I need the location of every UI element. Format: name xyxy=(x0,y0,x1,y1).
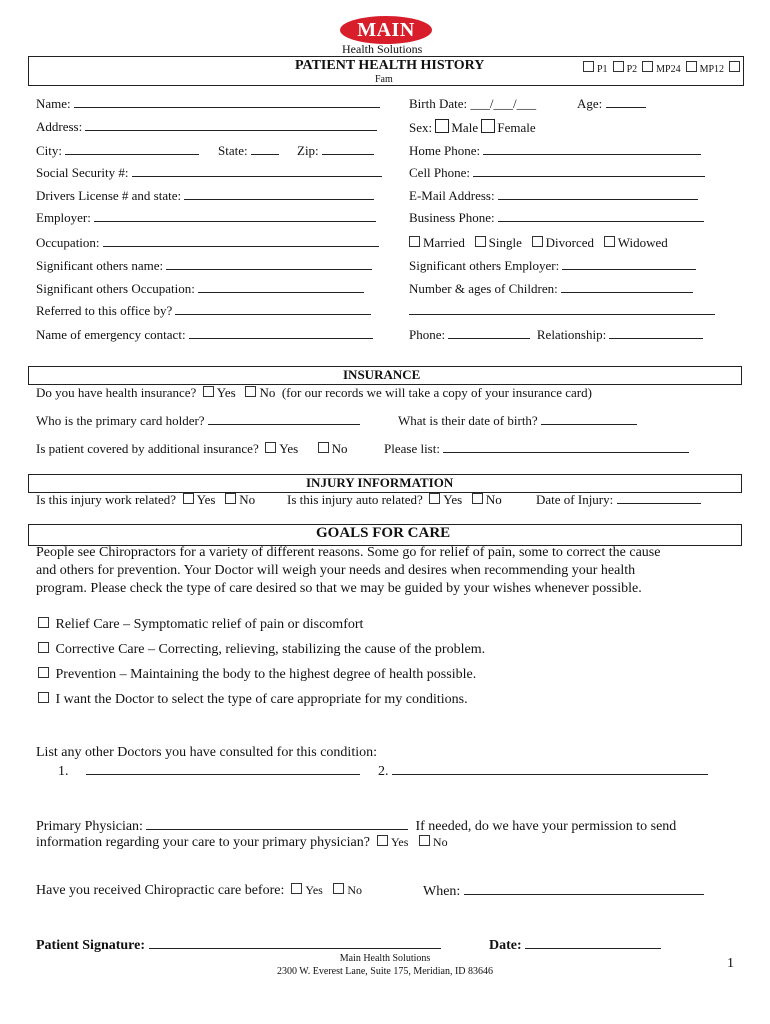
logo-brand: MAIN xyxy=(357,19,415,41)
goals-title: GOALS FOR CARE xyxy=(316,525,451,541)
other-doctors-label: List any other Doctors you have consulted for this condition: xyxy=(36,745,377,760)
cell-phone-field[interactable] xyxy=(473,165,705,177)
goal-option-doctor-select: I want the Doctor to select the type of care appropriate for my conditions. xyxy=(38,692,468,708)
please-list-row: Please list: xyxy=(384,441,689,457)
checkbox-insurance-no[interactable] xyxy=(245,386,256,397)
referred-extra-row xyxy=(409,303,715,319)
goals-intro-line-1: People see Chiropractors for a variety of different reasons. Some go for relief of pain, some to correct the cause xyxy=(36,545,661,560)
goal-option-corrective: Corrective Care – Correcting, relieving, stabilizing the cause of the problem. xyxy=(38,642,485,658)
injury-date-row: Date of Injury: xyxy=(536,492,701,508)
work-related-row: Is this injury work related? Yes No xyxy=(36,492,256,507)
code-checkboxes: P1 P2 MP24 MP12 xyxy=(583,61,743,75)
sig-employer-field[interactable] xyxy=(562,258,696,270)
card-holder-row: Who is the primary card holder? xyxy=(36,413,360,429)
name-row: Name: xyxy=(36,96,380,112)
checkbox-corrective-care[interactable] xyxy=(38,642,49,653)
emergency-row: Name of emergency contact: xyxy=(36,327,373,343)
insurance-title: INSURANCE xyxy=(343,367,421,382)
goal-option-relief: Relief Care – Symptomatic relief of pain or discomfort xyxy=(38,617,363,633)
checkbox-work-yes[interactable] xyxy=(183,493,194,504)
email-row: E-Mail Address: xyxy=(409,188,698,204)
form-title: PATIENT HEALTH HISTORY xyxy=(295,58,485,73)
injury-title: INJURY INFORMATION xyxy=(306,475,454,490)
goal-option-prevention: Prevention – Maintaining the body to the highest degree of health possible. xyxy=(38,667,476,683)
checkbox-relief-care[interactable] xyxy=(38,617,49,628)
birth-date[interactable]: Birth Date: ___/___/___ xyxy=(409,96,537,111)
footer-address: 2300 W. Everest Lane, Suite 175, Meridian, ID 83646 xyxy=(276,966,494,977)
footer-company: Main Health Solutions xyxy=(339,953,431,964)
logo-subtitle: Health Solutions xyxy=(342,42,423,56)
checkbox-male[interactable] xyxy=(435,119,449,133)
business-phone-field[interactable] xyxy=(498,210,704,222)
zip-field[interactable] xyxy=(322,143,374,155)
doctor-2-row: 2. xyxy=(378,763,708,780)
ssn-row: Social Security #: xyxy=(36,165,382,181)
when-row: When: xyxy=(423,883,704,900)
permission-row: information regarding your care to your primary physician? Yes No xyxy=(36,835,448,850)
doctor-2-field[interactable] xyxy=(392,763,708,775)
sig-occupation-field[interactable] xyxy=(198,281,364,293)
checkbox-auto-no[interactable] xyxy=(472,493,483,504)
checkbox-mp24[interactable] xyxy=(642,61,653,72)
card-holder-field[interactable] xyxy=(208,413,360,425)
emergency-field[interactable] xyxy=(189,327,373,339)
checkbox-single[interactable] xyxy=(475,236,486,247)
chiro-before-row: Have you received Chiropractic care before: Yes No xyxy=(36,883,363,898)
main-logo xyxy=(340,16,432,44)
primary-physician-row: Primary Physician: If needed, do we have your permission to send xyxy=(36,819,677,834)
checkbox-doctor-select[interactable] xyxy=(38,692,49,703)
city-row: City: xyxy=(36,143,199,159)
occupation-row: Occupation: xyxy=(36,235,379,251)
checkbox-additional-no[interactable] xyxy=(318,442,329,453)
checkbox-widowed[interactable] xyxy=(604,236,615,247)
license-row: Drivers License # and state: xyxy=(36,188,374,204)
home-phone-field[interactable] xyxy=(483,143,701,155)
holder-dob-field[interactable] xyxy=(541,413,637,425)
checkbox-additional-yes[interactable] xyxy=(265,442,276,453)
checkbox-auto-yes[interactable] xyxy=(429,493,440,504)
checkbox-mp12[interactable] xyxy=(686,61,697,72)
state-field[interactable] xyxy=(251,143,279,155)
marital-status-row: Married Single Divorced Widowed xyxy=(409,235,668,251)
ssn-field[interactable] xyxy=(132,165,382,177)
checkbox-work-no[interactable] xyxy=(225,493,236,504)
checkbox-permission-no[interactable] xyxy=(419,835,430,846)
age-field[interactable] xyxy=(606,96,646,108)
checkbox-permission-yes[interactable] xyxy=(377,835,388,846)
page-number: 1 xyxy=(727,956,734,971)
checkbox-insurance-yes[interactable] xyxy=(203,386,214,397)
referred-field[interactable] xyxy=(175,303,371,315)
referred-row: Referred to this office by? xyxy=(36,303,371,319)
cell-phone-row: Cell Phone: xyxy=(409,165,705,181)
checkbox-extra[interactable] xyxy=(729,61,740,72)
sig-occupation-row: Significant others Occupation: xyxy=(36,281,364,297)
checkbox-chiro-yes[interactable] xyxy=(291,883,302,894)
city-field[interactable] xyxy=(65,143,199,155)
occupation-field[interactable] xyxy=(103,235,379,247)
business-phone-row: Business Phone: xyxy=(409,210,704,226)
auto-related-row: Is this injury auto related? Yes No xyxy=(287,492,502,507)
age-row: Age: xyxy=(577,96,646,112)
email-field[interactable] xyxy=(498,188,698,200)
license-field[interactable] xyxy=(184,188,374,200)
state-row: State: xyxy=(218,143,279,159)
form-subtitle: Fam xyxy=(375,74,393,85)
signature-date-field[interactable] xyxy=(525,937,661,949)
children-row: Number & ages of Children: xyxy=(409,281,693,297)
checkbox-chiro-no[interactable] xyxy=(333,883,344,894)
zip-row: Zip: xyxy=(297,143,374,159)
sig-employer-row: Significant others Employer: xyxy=(409,258,696,274)
doctor-1-field[interactable] xyxy=(86,763,360,775)
relationship-field[interactable] xyxy=(609,327,703,339)
additional-insurance-row: Is patient covered by additional insurance? Yes No xyxy=(36,441,348,456)
children-field[interactable] xyxy=(561,281,693,293)
primary-physician-field[interactable] xyxy=(146,818,408,830)
sig-name-field[interactable] xyxy=(166,258,372,270)
sig-name-row: Significant others name: xyxy=(36,258,372,274)
signature-date-row: Date: xyxy=(489,937,661,954)
doctor-1-row: 1. xyxy=(58,763,360,780)
when-field[interactable] xyxy=(464,883,704,895)
please-list-field[interactable] xyxy=(443,441,689,453)
checkbox-p1[interactable] xyxy=(583,61,594,72)
signature-field[interactable] xyxy=(149,937,441,949)
goals-intro-line-2: and others for prevention. Your Doctor will weigh your needs and desires when recommending your health xyxy=(36,563,636,578)
emergency-phone-field[interactable] xyxy=(448,327,530,339)
goals-intro-line-3: program. Please check the type of care desired so that we may be guided by your wishes whenever possible. xyxy=(36,581,642,596)
injury-date-field[interactable] xyxy=(617,492,701,504)
emergency-phone-row: Phone: Relationship: xyxy=(409,327,703,343)
insurance-have-row: Do you have health insurance? Yes No (for our records we will take a copy of your insurance card) xyxy=(36,385,592,400)
checkbox-married[interactable] xyxy=(409,236,420,247)
checkbox-female[interactable] xyxy=(481,119,495,133)
holder-dob-row: What is their date of birth? xyxy=(398,413,637,429)
checkbox-p2[interactable] xyxy=(613,61,624,72)
address-row: Address: xyxy=(36,119,377,135)
sex-row: Sex: Male Female xyxy=(409,120,536,135)
signature-row: Patient Signature: xyxy=(36,937,441,954)
checkbox-prevention[interactable] xyxy=(38,667,49,678)
name-field[interactable] xyxy=(74,96,380,108)
employer-field[interactable] xyxy=(94,210,376,222)
employer-row: Employer: xyxy=(36,210,376,226)
checkbox-divorced[interactable] xyxy=(532,236,543,247)
address-field[interactable] xyxy=(85,119,377,131)
referred-extra-field[interactable] xyxy=(409,303,715,315)
home-phone-row: Home Phone: xyxy=(409,143,701,159)
